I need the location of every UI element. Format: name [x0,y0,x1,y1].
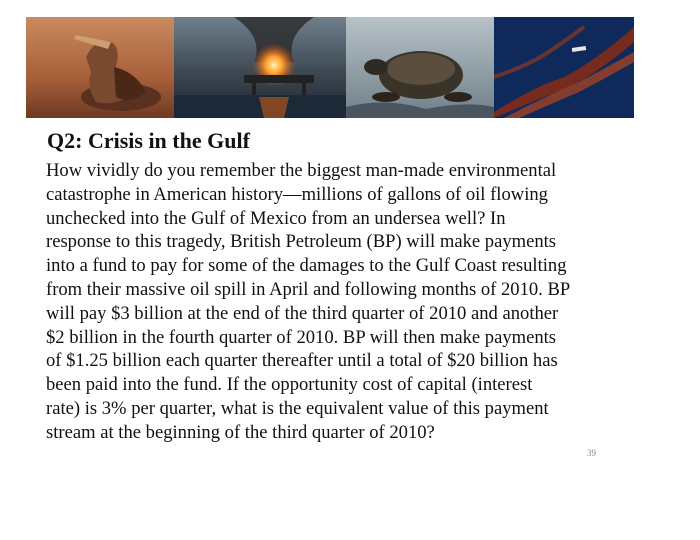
aerial-oil-slick-photo [494,17,634,118]
question-line: catastrophe in American history—millions of gallons of oil flowing [46,183,548,205]
question-line: How vividly do you remember the biggest man-made environmental [46,160,557,181]
slide-title: Q2: Crisis in the Gulf [47,128,250,153]
oiled-pelican-photo [26,17,174,118]
question-line: into a fund to pay for some of the damages to the Gulf Coast resulting [46,255,567,277]
page-number: 39 [587,448,596,458]
question-line: been paid into the fund. If the opportunity cost of capital (interest [46,374,533,396]
question-body [46,159,626,445]
question-line: rate) is 3% per quarter, what is the equivalent value of this payment [46,397,549,419]
question-line: $2 billion in the fourth quarter of 2010. BP will then make payments [46,326,557,348]
question-line: will pay $3 billion at the end of the third quarter of 2010 and another [46,302,559,324]
question-line: response to this tragedy, British Petroleum (BP) will make payments [46,231,557,253]
burning-oil-rig-photo [174,17,346,118]
oiled-turtle-photo [346,17,494,118]
question-line: of $1.25 billion each quarter thereafter until a total of $20 billion has [46,350,558,372]
question-line: unchecked into the Gulf of Mexico from an undersea well? In [46,207,506,229]
header-photo-banner [26,17,634,118]
question-line: stream at the beginning of the third quarter of 2010? [46,421,435,443]
question-line: from their massive oil spill in April and following months of 2010. BP [46,278,571,300]
